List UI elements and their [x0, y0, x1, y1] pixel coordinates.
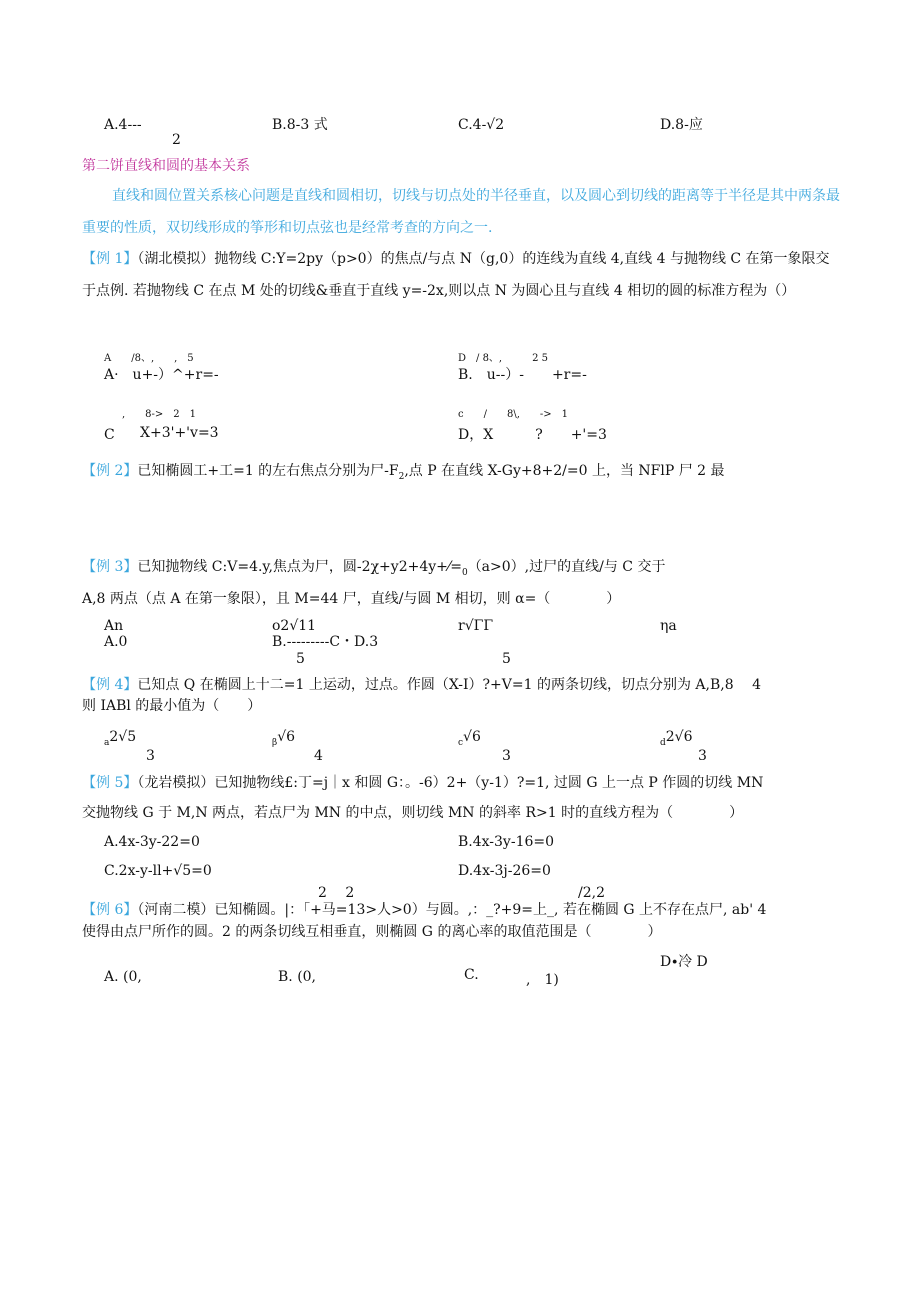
example-6-option-c-tail: , 1)	[526, 972, 559, 988]
example-1-option-a: A· u+-）^+r=-	[104, 367, 219, 383]
example-5-option-a: A.4x-3y-22=0	[104, 834, 200, 850]
example-6-option-a: A. (0,	[104, 969, 142, 985]
q0-option-a: A.4---	[104, 117, 142, 133]
example-4-option-b-numerator: √6	[277, 729, 296, 745]
example-1	[82, 243, 842, 307]
example-4-text: 已知点 Q 在椭圆上十二=1 上运动，过点。作圆（X-I）?+V=1 的两条切线，切点分别为 A,B,8 4	[137, 677, 761, 693]
example-5-line-1	[82, 774, 763, 792]
example-3-option-bcd: B.---------C・D.3	[272, 634, 379, 650]
example-1-text: （湖北模拟）抛物线 C:Y=2py（p>0）的焦点/与点 N（g,0）的连线为直线 4,直线 4 与抛物线 C 在第一象限交于点例. 若抛物线 C 在点 M 处的切线&垂直于直线 y=-2x,则以点 N 为圆心且与直线 4 相切的圆的标准方程为（）	[82, 251, 830, 299]
example-3-line-2: A,8 两点（点 A 在第一象限），且 M=44 尸，直线/与圆 M 相切，则 α=（ ）	[82, 591, 621, 607]
example-3-subscript: 0	[461, 567, 468, 578]
example-5-option-b: B.4x-3y-16=0	[458, 834, 555, 850]
example-6-option-d: D∙冷 D	[660, 954, 708, 970]
example-3-option-c-top: r√ΓΓ	[458, 618, 494, 634]
example-4-option-d-label: d	[660, 737, 666, 748]
example-3-tag: 【例 3】	[82, 559, 138, 575]
example-4-option-c-numerator: √6	[463, 729, 481, 745]
example-1-tag: 【例 1】	[82, 251, 138, 267]
q0-option-a-denominator: 2	[172, 132, 181, 148]
example-1-option-b-top: D / 8、, 2 5	[458, 353, 549, 364]
q0-option-c: C.4-√2	[458, 117, 505, 133]
example-1-option-d: D，X ? +'=3	[458, 427, 607, 443]
example-4-option-a-numerator: 2√5	[109, 729, 137, 745]
example-6-superscript-2: /2,2	[578, 885, 605, 901]
example-4-option-d-numerator: 2√6	[665, 729, 693, 745]
section-heading: 第二饼直线和圆的基本关系	[82, 158, 250, 174]
example-3-text: 已知抛物线 C:V=4.y,焦点为尸，圆-2χ+y2+4y+⁄=	[137, 559, 462, 575]
example-1-option-b: B. u--）- +r=-	[458, 367, 587, 383]
example-4-option-b-denominator: 4	[314, 748, 323, 764]
example-1-option-c-top: , 8-> 2 1	[122, 409, 197, 420]
example-4-option-a	[104, 728, 136, 752]
example-3-text-end: （a>0）,过尸的直线/与 C 交于	[467, 559, 666, 575]
example-6-line-2: 使得由点尸所作的圆。2 的两条切线互相垂直，则椭圆 G 的离心率的取值范围是（ ）	[82, 924, 662, 940]
example-6-text: （河南二模）已知椭圆。|：「+马=13>人>0）与圆。,：_?+9=上_, 若在椭圆 G 上不存在点尸, ab' 4	[137, 902, 767, 918]
example-4-option-c-label: c	[458, 737, 464, 748]
example-2-text: 已知椭圆工+工=1 的左右焦点分别为尸-F	[137, 463, 399, 479]
example-3-denominator-b: 5	[296, 651, 305, 667]
example-3-option-a-top: An	[104, 618, 124, 634]
example-4-option-a-denominator: 3	[146, 748, 155, 764]
example-6-tag: 【例 6】	[82, 902, 138, 918]
example-2-text-end: ,点 P 在直线 X-Gy+8+2/=0 上，当 NFlP 尸 2 最	[404, 463, 725, 479]
example-5-option-c: C.2x-y-ll+√5=0	[104, 863, 212, 879]
example-1-option-c-formula: X+3'+'v=3	[140, 425, 219, 441]
example-4-option-a-label: a	[104, 737, 110, 748]
example-5-option-d: D.4x-3j-26=0	[458, 863, 551, 879]
example-3-denominator-c: 5	[502, 651, 511, 667]
example-2-tag: 【例 2】	[82, 463, 138, 479]
example-5-line-2: 交抛物线 G 于 M,N 两点，若点尸为 MN 的中点，则切线 MN 的斜率 R>1 时的直线方程为（ ）	[82, 805, 744, 821]
example-2-subscript: 2	[398, 471, 405, 482]
example-4-tag: 【例 4】	[82, 677, 138, 693]
example-3-option-b-top: o2√11	[272, 618, 317, 634]
example-6-line-1	[82, 901, 766, 919]
example-5-text: （龙岩模拟）已知抛物线£:丁=j｜x 和圆 G：。-6）2+（y-1）?=1, 过圆 G 上一点 P 作圆的切线 MN	[137, 775, 764, 791]
example-4-option-c-denominator: 3	[502, 748, 511, 764]
example-1-option-a-top: A /8、, , 5	[104, 353, 194, 364]
example-4-option-c	[458, 728, 481, 752]
example-3-line-1	[82, 558, 665, 582]
example-1-option-c: C	[104, 427, 115, 443]
example-4-option-b-label: β	[272, 737, 278, 748]
example-3-option-d-top: ηa	[660, 618, 677, 634]
example-2	[82, 462, 725, 486]
example-4-line-1	[82, 676, 761, 694]
example-4-line-2: 则 IABl 的最小值为（ ）	[82, 698, 262, 714]
q0-option-b: B.8-3 式	[272, 117, 328, 133]
example-4-option-d	[660, 728, 693, 752]
example-5-tag: 【例 5】	[82, 775, 138, 791]
example-4-option-b	[272, 728, 295, 752]
example-1-option-d-top: c / 8\, -> 1	[458, 409, 568, 420]
section-intro: 直线和圆位置关系核心问题是直线和圆相切，切线与切点处的半径垂直，以及圆心到切线的距离等于半径是其中两条最重要的性质，双切线形成的筝形和切点弦也是经常考查的方向之一.	[82, 188, 840, 236]
example-6-option-c: C.	[464, 967, 479, 983]
example-3-option-a: A.0	[104, 634, 128, 650]
example-4-option-d-denominator: 3	[698, 748, 707, 764]
example-6-option-b: B. (0,	[278, 969, 317, 985]
q0-option-d: D.8-应	[660, 117, 703, 133]
example-6-superscript-1: 2 2	[318, 885, 355, 901]
